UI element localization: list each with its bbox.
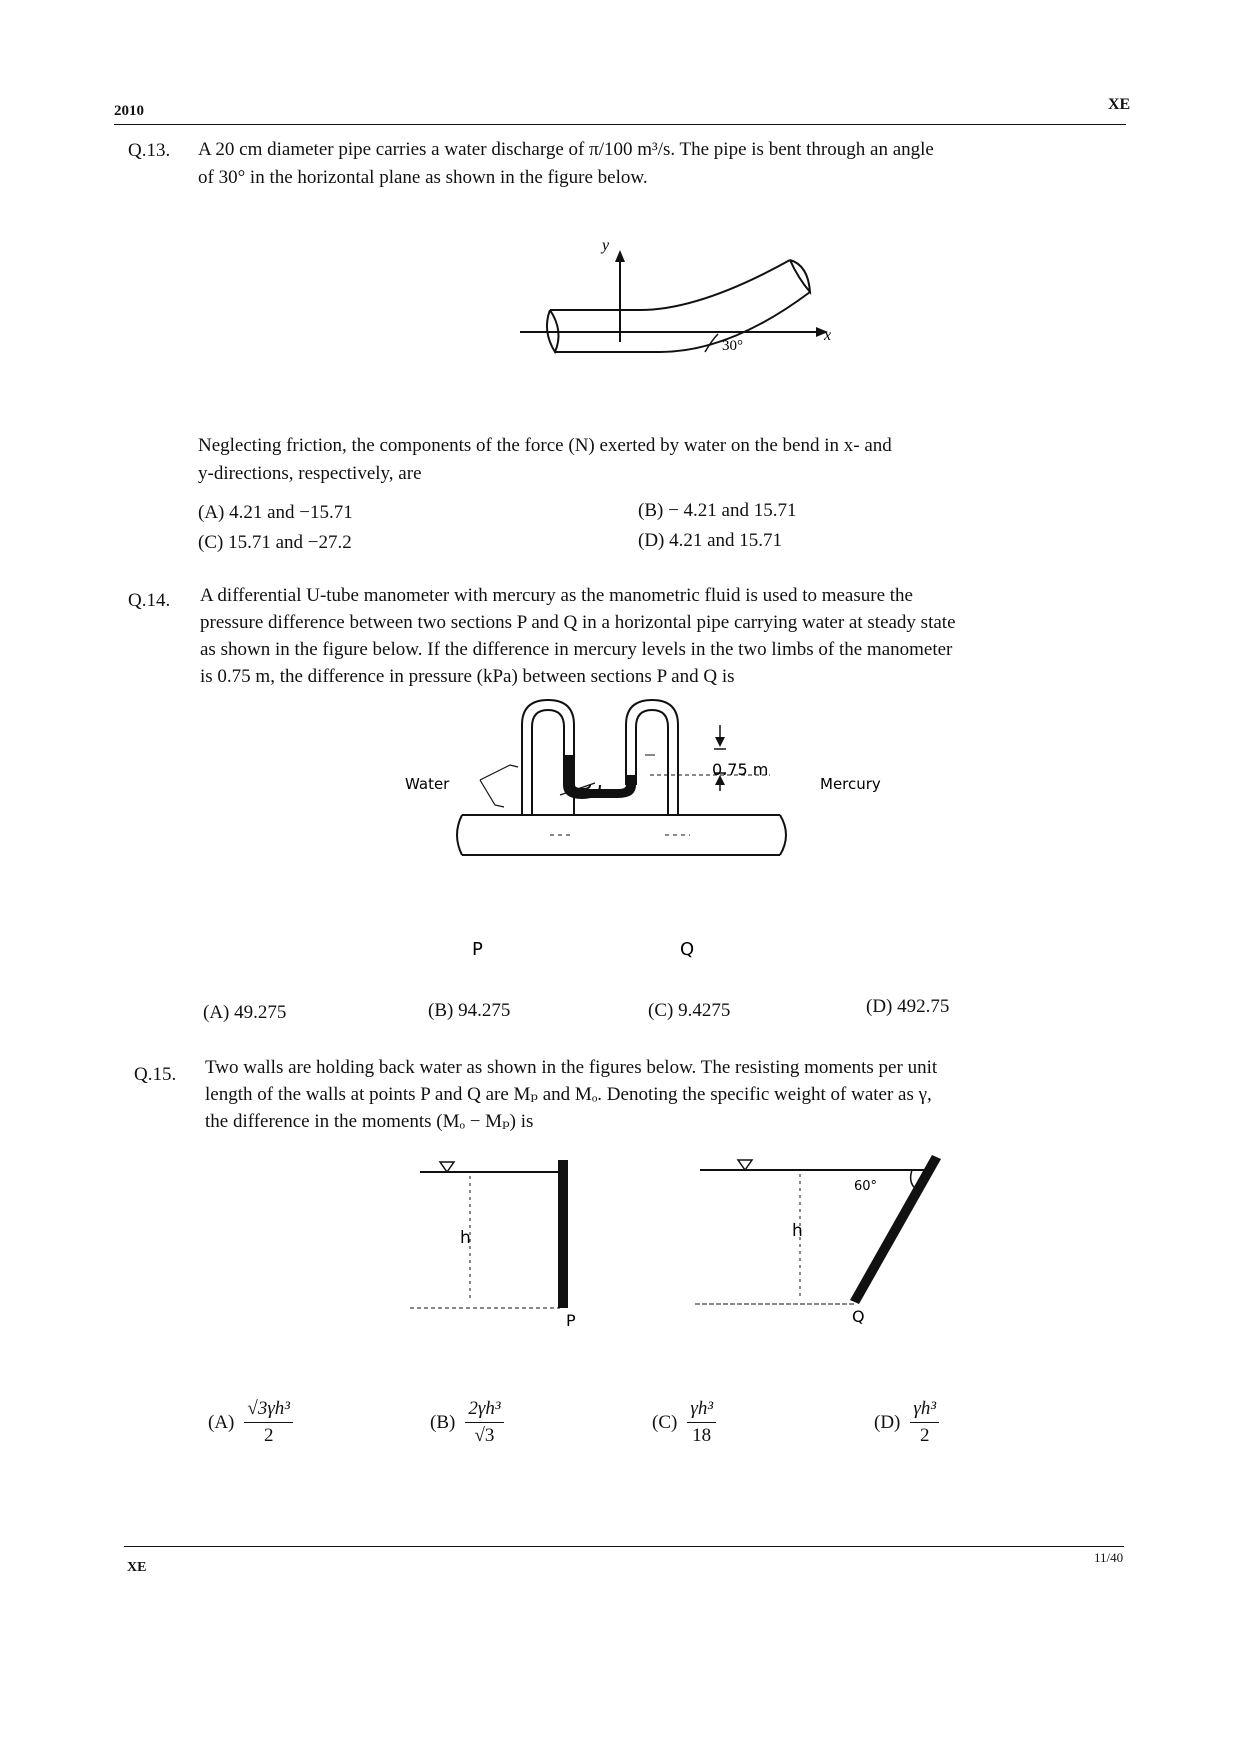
pipe-lower-wall — [555, 292, 810, 352]
y-axis-arrow — [615, 250, 625, 262]
q15-option-b-num: 2γh³ — [465, 1398, 503, 1423]
q15-option-d — [874, 1398, 939, 1447]
q14-option-c: (C) 9.4275 — [648, 1000, 731, 1021]
water-label: Water — [405, 775, 450, 793]
left-tube-inner — [532, 710, 564, 815]
q15-option-b-den: √3 — [474, 1425, 495, 1446]
right-tube-inner — [636, 710, 668, 815]
right-h-label: h — [792, 1221, 803, 1241]
right-water-symbol — [738, 1160, 752, 1170]
q14-line4: is 0.75 m, the difference in pressure (kPa) between sections P and Q is — [200, 666, 735, 687]
q13-option-d: (D) 4.21 and 15.71 — [638, 530, 783, 551]
q15-option-a-den: 2 — [263, 1425, 274, 1446]
header-year: 2010 — [114, 103, 144, 119]
q15-option-a — [208, 1398, 293, 1447]
q13-option-c: (C) 15.71 and −27.2 — [198, 532, 352, 553]
footer-page: 11/40 — [1094, 1550, 1124, 1565]
q15-option-b-label: (B) — [430, 1411, 456, 1433]
q14-option-a: (A) 49.275 — [203, 1002, 287, 1023]
q15-line1: Two walls are holding back water as shown in the figures below. The resisting moments per unit — [205, 1057, 938, 1078]
angle-label: 30° — [722, 338, 743, 354]
q-label: Q — [852, 1307, 865, 1326]
q14-option-b: (B) 94.275 — [428, 1000, 511, 1021]
left-vertical-wall — [558, 1160, 568, 1308]
left-water-symbol — [440, 1162, 454, 1172]
left-h-label: h — [460, 1228, 471, 1248]
footer-paper: XE — [127, 1560, 147, 1575]
q15-option-d-label: (D) — [874, 1411, 901, 1433]
p-label: P — [566, 1311, 576, 1330]
q15-walls-figure — [400, 1140, 960, 1330]
pipe-left-end — [457, 815, 462, 855]
q15-option-c-num: γh³ — [687, 1398, 716, 1423]
footer-rule — [124, 1546, 1124, 1547]
q15-option-c — [652, 1398, 716, 1447]
pipe-upper-wall — [550, 260, 790, 310]
pipe-outlet-end — [790, 260, 810, 292]
right-tube-outer — [626, 700, 678, 815]
q14-line1: A differential U-tube manometer with mercury as the manometric fluid is used to measure the — [200, 585, 913, 606]
q15-option-b — [430, 1398, 504, 1447]
q13-line1: A 20 cm diameter pipe carries a water discharge of π/100 m³/s. The pipe is bent through an angle — [198, 139, 934, 160]
pipe-right-end — [780, 815, 786, 855]
q14-option-d: (D) 492.75 — [866, 996, 950, 1017]
q13-prompt2: y-directions, respectively, are — [198, 463, 422, 484]
q13-line2: of 30° in the horizontal plane as shown in the figure below. — [198, 167, 648, 188]
q15-option-d-num: γh³ — [910, 1398, 939, 1423]
q14-number: Q.14. — [128, 590, 171, 611]
header-rule — [114, 124, 1126, 125]
height-label: 0.75 m — [712, 760, 769, 779]
q14-line2: pressure difference between two sections P and Q in a horizontal pipe carrying water at steady state — [200, 612, 956, 633]
right-inclined-wall — [850, 1155, 941, 1304]
q-label: Q — [680, 939, 695, 960]
q13-option-b: (B) − 4.21 and 15.71 — [638, 500, 797, 521]
angle-label: 60° — [854, 1179, 878, 1194]
x-label: x — [824, 327, 832, 344]
q14-manometer-figure — [400, 695, 920, 960]
q15-option-a-label: (A) — [208, 1411, 235, 1433]
q13-prompt1: Neglecting friction, the components of the force (N) exerted by water on the bend in x- and — [198, 435, 892, 456]
q13-option-a: (A) 4.21 and −15.71 — [198, 502, 353, 523]
q15-option-c-label: (C) — [652, 1411, 678, 1433]
q15-option-d-den: 2 — [919, 1425, 930, 1446]
q15-option-c-den: 18 — [692, 1425, 712, 1446]
p-label: P — [472, 939, 483, 960]
q13-number: Q.13. — [128, 140, 171, 161]
q13-pipe-figure — [500, 240, 850, 370]
q15-line2: length of the walls at points P and Q are Mₚ and Mₒ. Denoting the specific weight of water as γ, — [205, 1084, 932, 1105]
header-paper: XE — [1108, 96, 1131, 113]
y-label: y — [602, 240, 610, 254]
q15-line3: the difference in the moments (Mₒ − Mₚ) is — [205, 1111, 534, 1132]
q15-option-a-num: √3γh³ — [244, 1398, 293, 1423]
q14-line3: as shown in the figure below. If the difference in mercury levels in the two limbs of the manometer — [200, 639, 953, 660]
mercury-label: Mercury — [820, 775, 881, 793]
q15-number: Q.15. — [134, 1064, 177, 1085]
